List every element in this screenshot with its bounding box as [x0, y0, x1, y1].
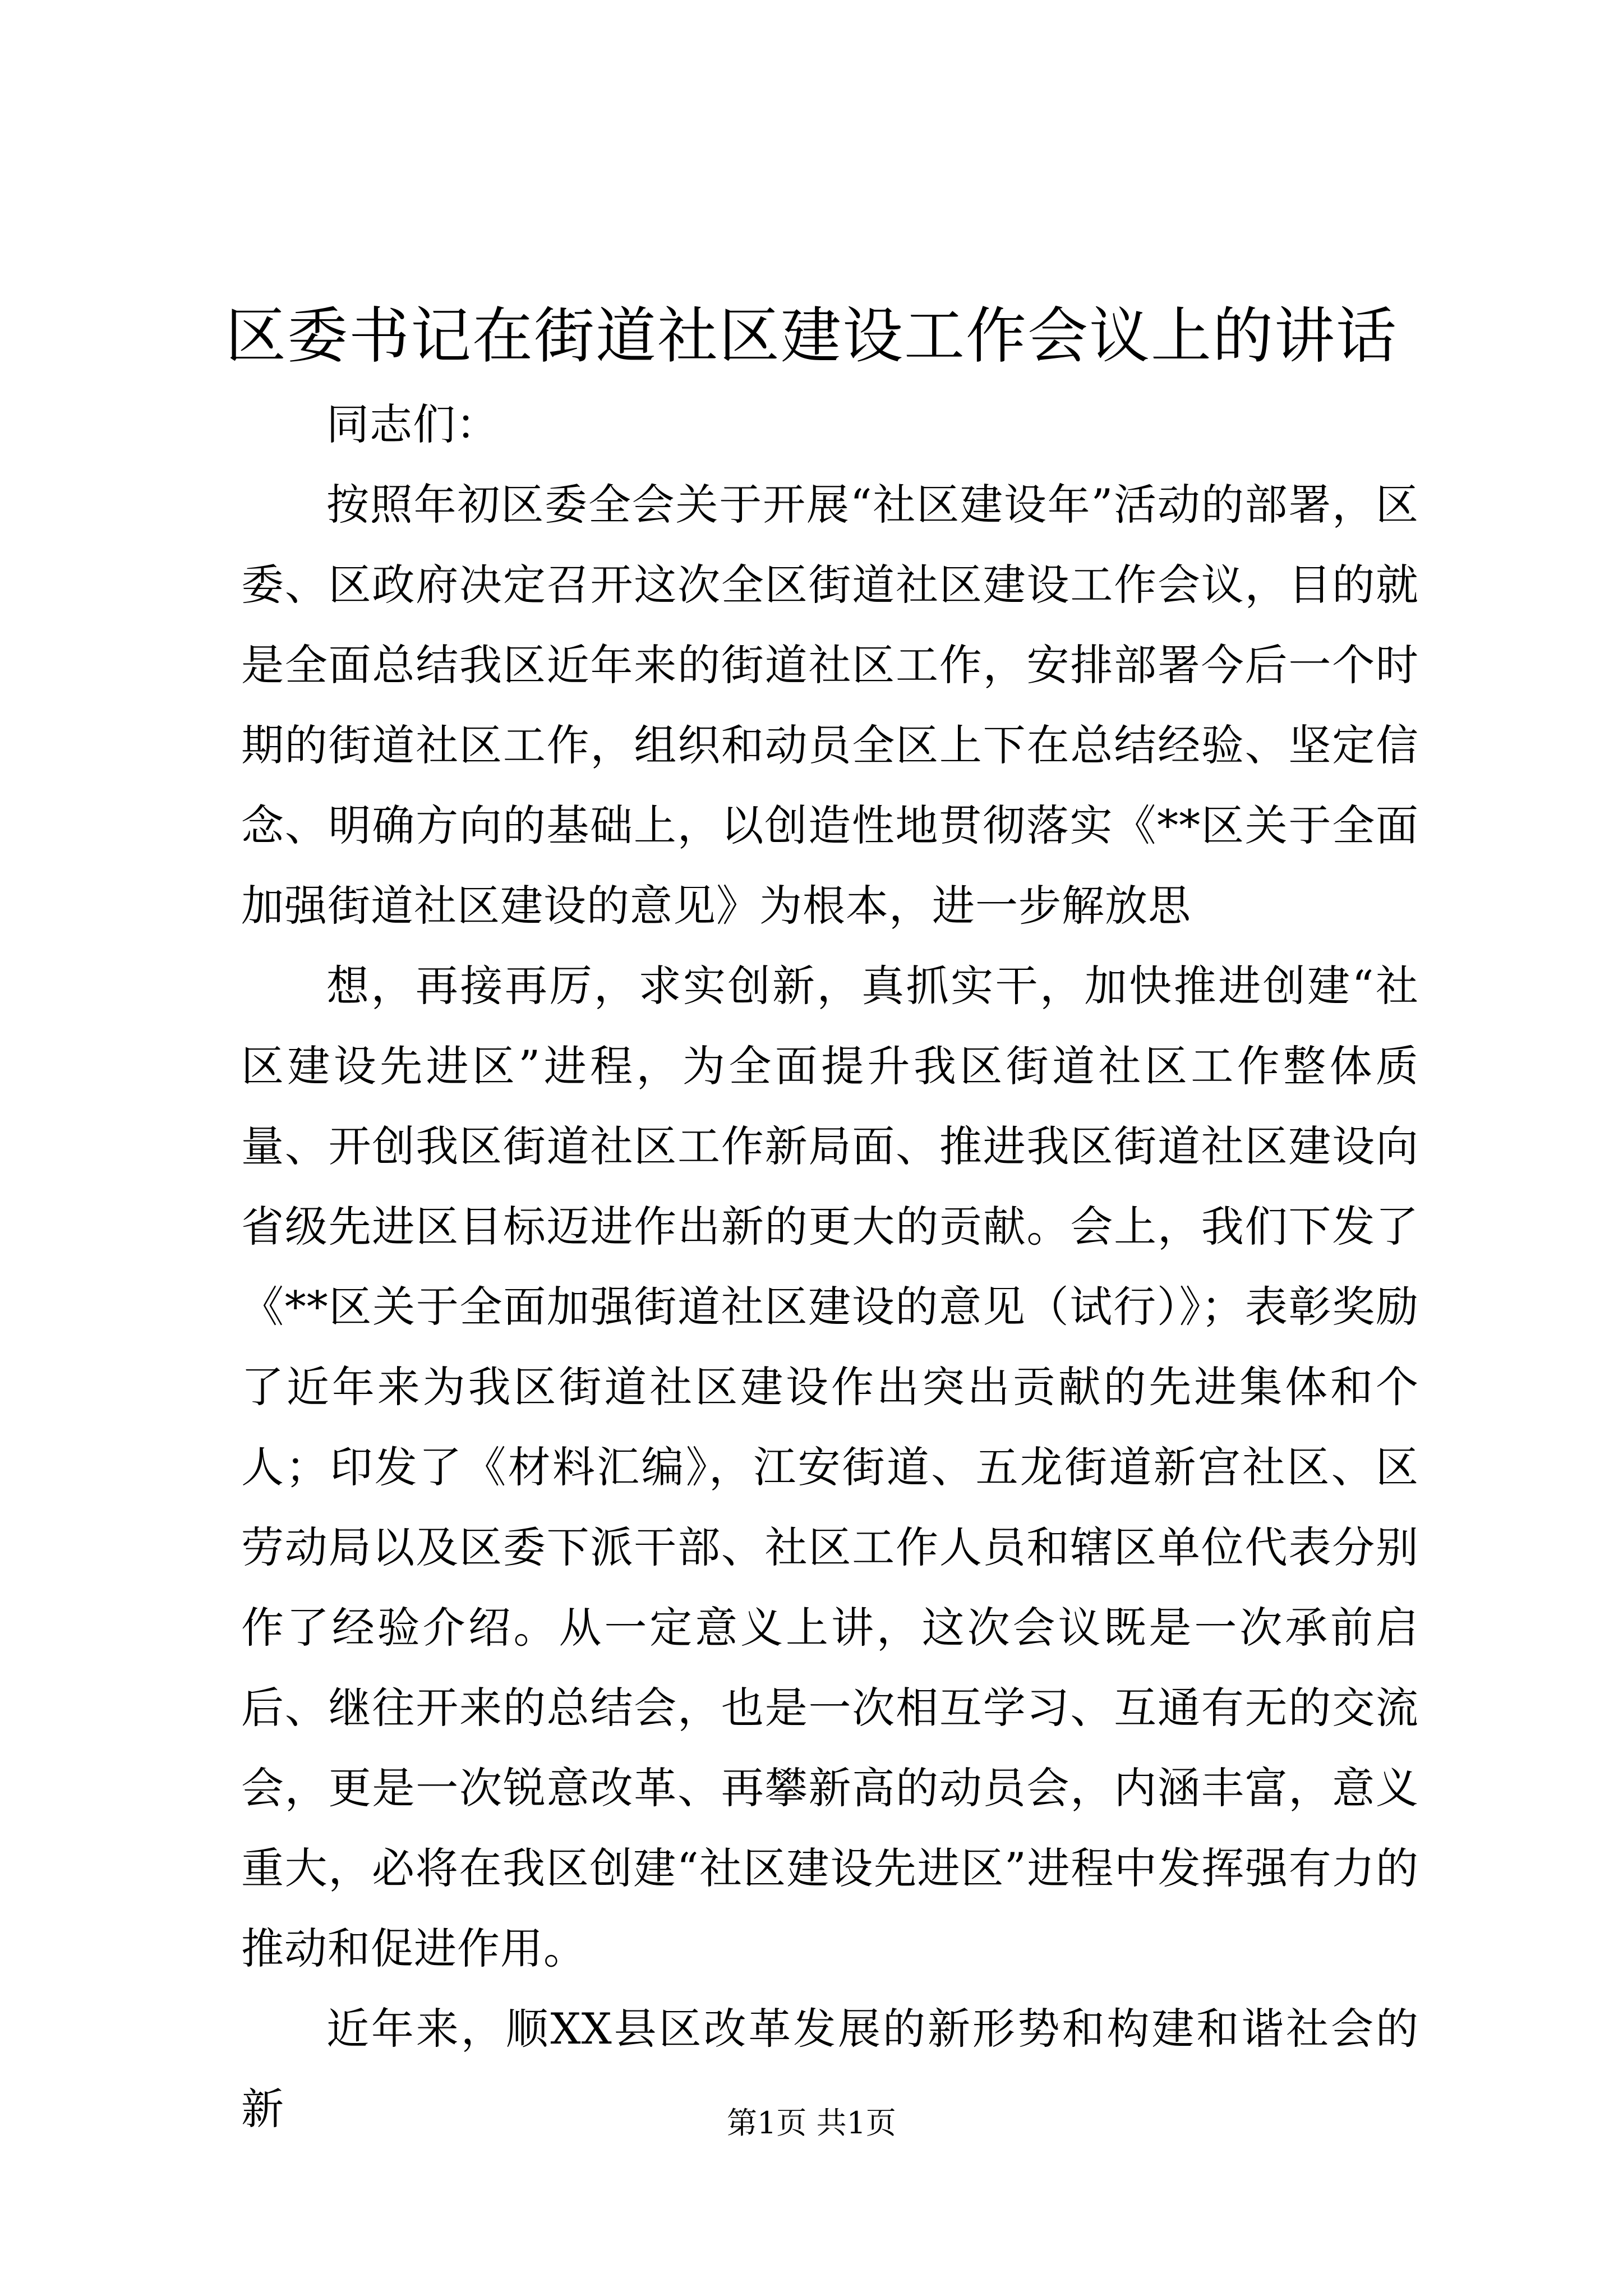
document-body	[241, 384, 1419, 2149]
paragraph-3: 近年来，顺XX县区改革发展的新形势和构建和谐社会的新	[241, 2004, 1419, 2134]
greeting-line: 同志们：	[326, 399, 499, 449]
paragraph-2: 想，再接再厉，求实创新，真抓实干，加快推进创建“社区建设先进区”进程，为全面提升我区街道社区工作整体质量、开创我区街道社区工作新局面、推进我区街道社区建设向省级先进区目标迈进作出新的更大的贡献。会上，我们下发了《**区关于全面加强街道社区建设的意见（试行）》；表彰奖励了近年来为我区街道社区建设作出突出贡献的先进集体和个人；印发了《材料汇编》，江安街道、五龙街道新宫社区、区劳动局以及区委下派干部、社区工作人员和辖区单位代表分别作了经验介绍。从一定意义上讲，这次会议既是一次承前启后、继往开来的总结会，也是一次相互学习、互通有无的交流会，更是一次锐意改革、再攀新高的动员会，内涵丰富，意义重大，必将在我区创建“社区建设先进区”进程中发挥强有力的推动和促进作用。	[241, 961, 1419, 1973]
paragraph-1: 按照年初区委全会关于开展“社区建设年”活动的部署，区委、区政府决定召开这次全区街道社区建设工作会议，目的就是全面总结我区近年来的街道社区工作，安排部署今后一个时期的街道社区工作，组织和动员全区上下在总结经验、坚定信念、明确方向的基础上，以创造性地贯彻落实《**区关于全面加强街道社区建设的意见》为根本，进一步解放思	[241, 480, 1419, 931]
page-footer: 第1页 共1页	[727, 2105, 896, 2141]
document-title: 区委书记在街道社区建设工作会议上的讲话	[225, 301, 1398, 371]
